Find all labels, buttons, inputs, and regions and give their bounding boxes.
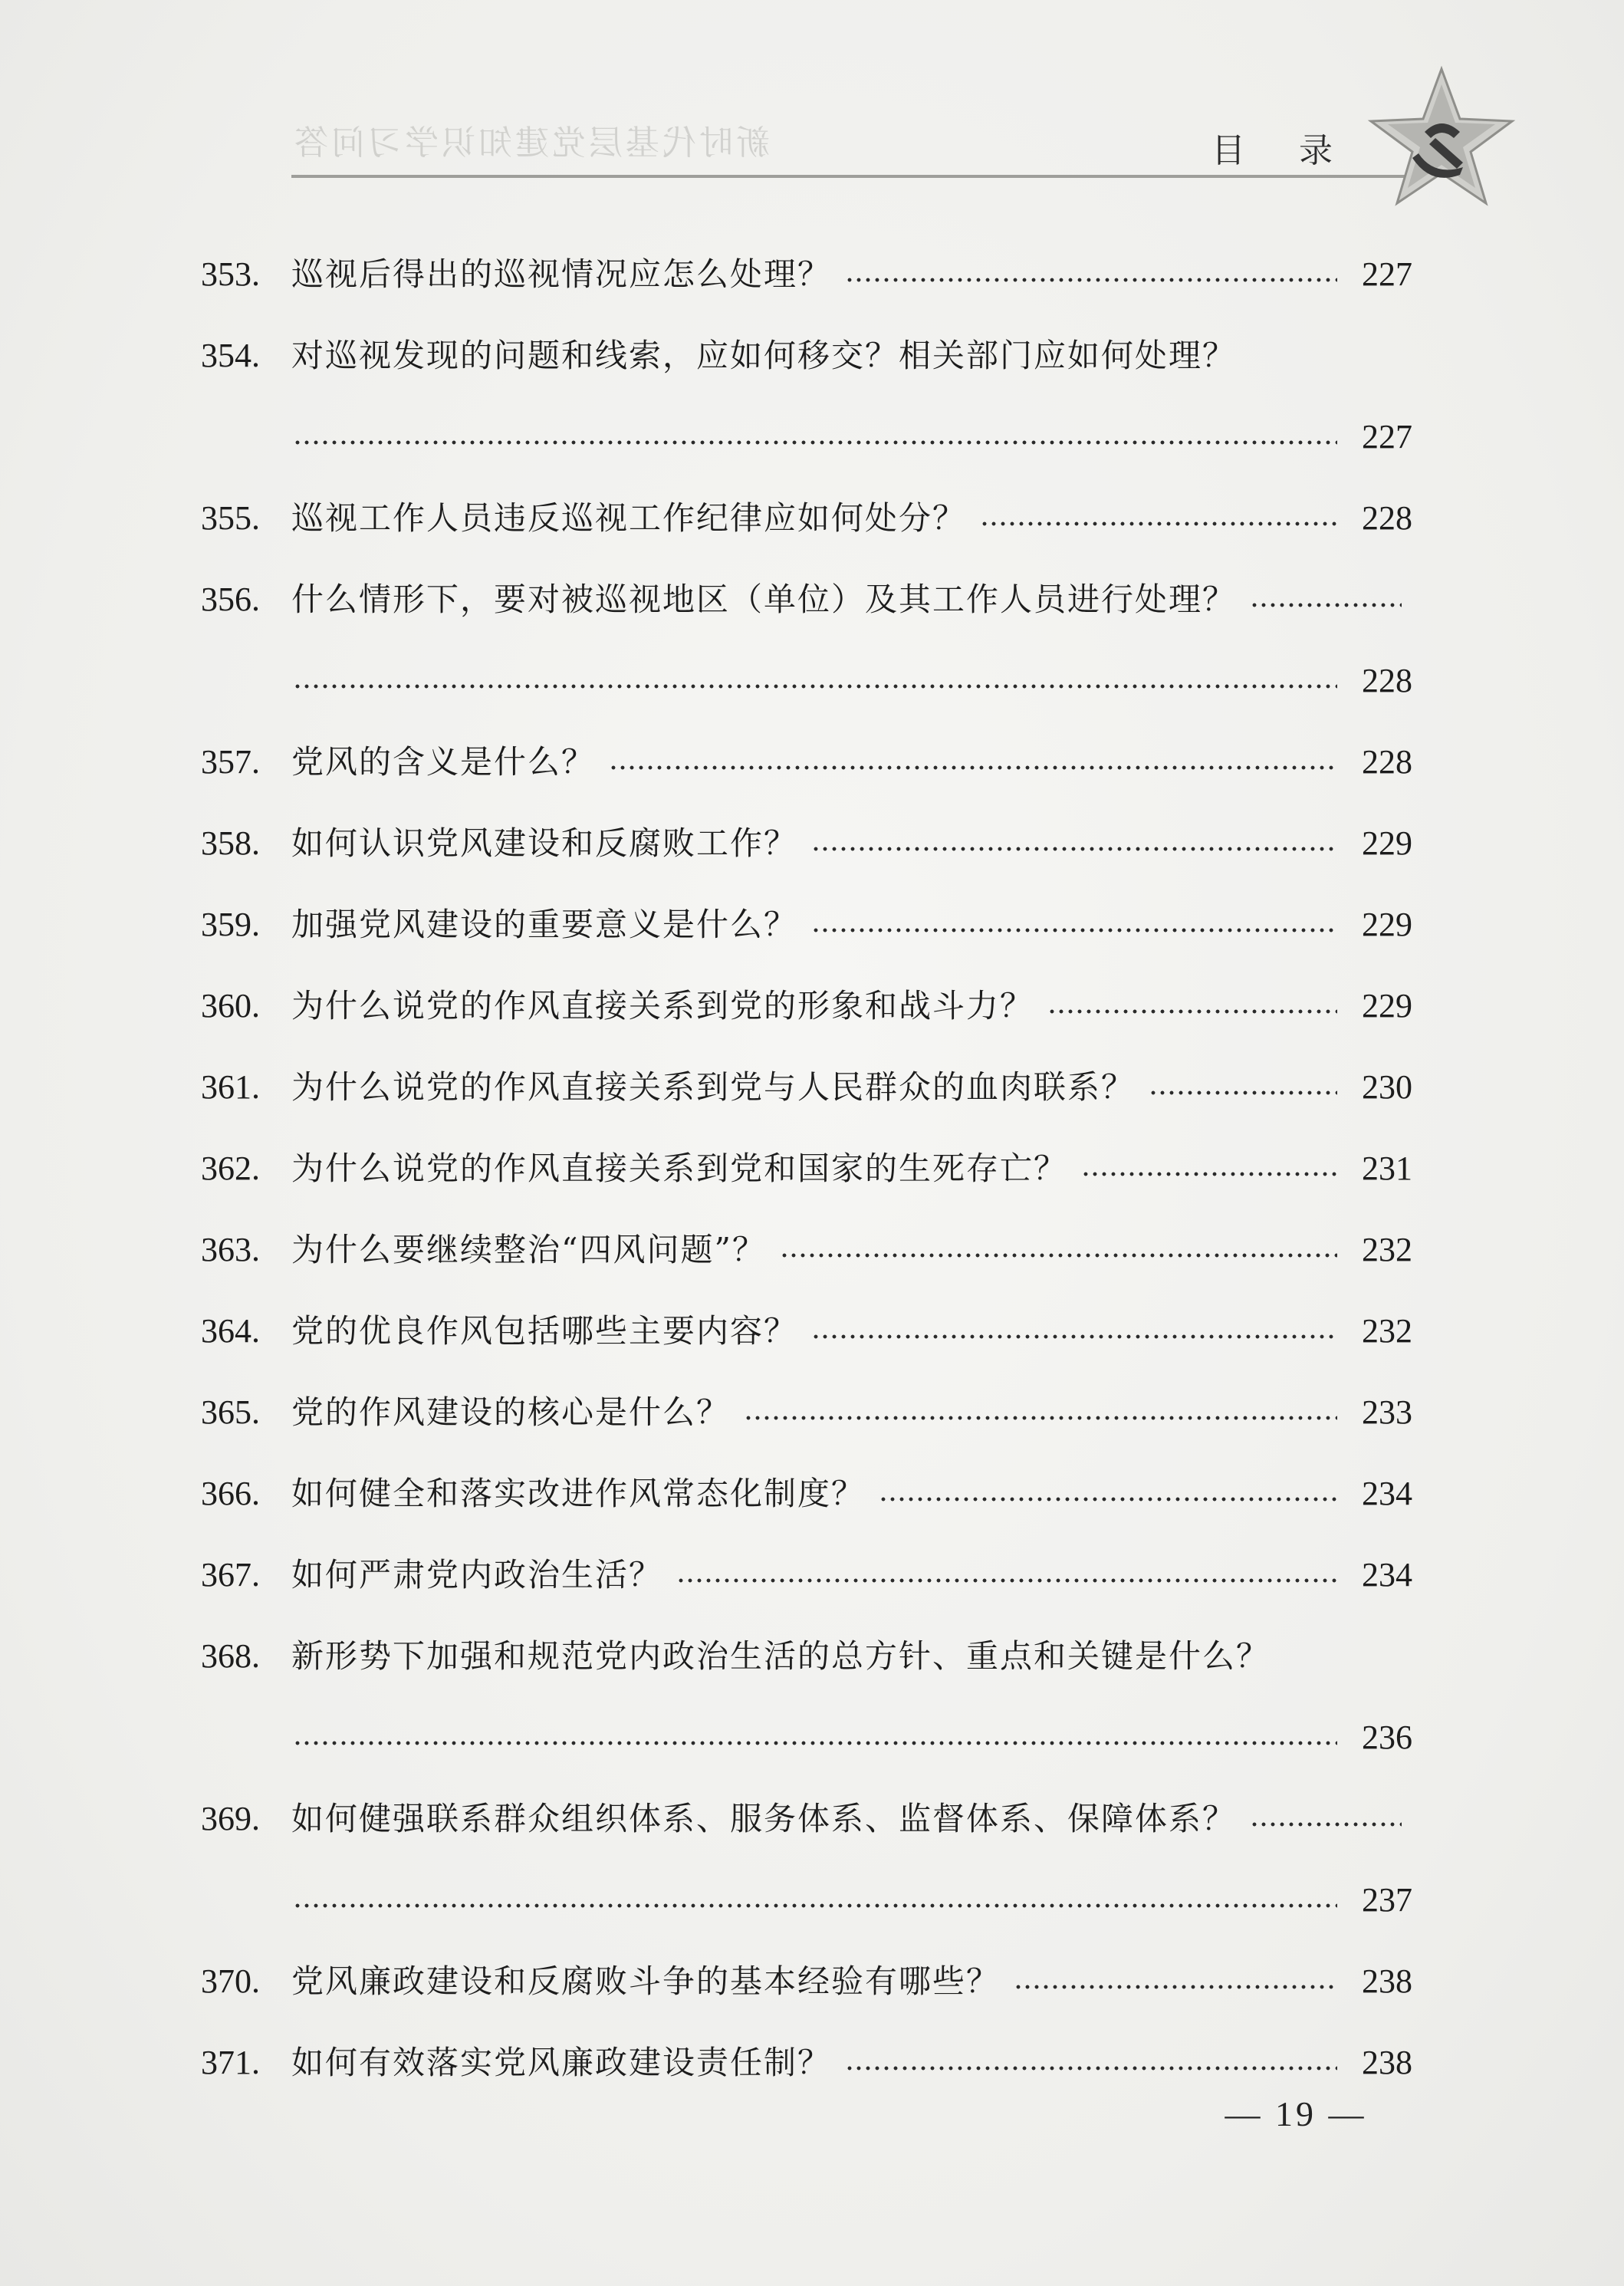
entry-number: 354. (201, 337, 260, 374)
toc-entry[interactable] (201, 1788, 1412, 1842)
toc-entry[interactable] (201, 1951, 1412, 2005)
dot-leader (1047, 1006, 1337, 1017)
entry-number: 363. (201, 1231, 260, 1268)
toc-entry[interactable] (201, 1219, 1412, 1273)
entry-page: 228 (1362, 499, 1412, 537)
entry-title: 为什么要继续整治“四风问题”？ (291, 1231, 766, 1268)
dot-leader (1014, 1982, 1337, 1992)
entry-title: 对巡视发现的问题和线索，应如何移交？相关部门应如何处理？ (291, 337, 1237, 374)
toc-entry[interactable] (201, 2032, 1412, 2086)
toc-entry[interactable] (201, 1382, 1412, 1436)
entry-number: 371. (201, 2044, 260, 2081)
entry-page: 228 (1362, 743, 1412, 781)
entry-page: 229 (1362, 987, 1412, 1025)
entry-page: 227 (1362, 255, 1412, 293)
entry-title: 为什么说党的作风直接关系到党的形象和战斗力？ (291, 987, 1034, 1025)
entry-title: 如何健强联系群众组织体系、服务体系、监督体系、保障体系？ (291, 1800, 1237, 1837)
dot-leader (293, 1738, 1337, 1748)
section-title: 目 录 (1211, 131, 1334, 170)
entry-number: 366. (201, 1475, 260, 1512)
dot-leader (1149, 1087, 1337, 1098)
entry-title: 党的作风建设的核心是什么？ (291, 1393, 731, 1431)
entry-title: 为什么说党的作风直接关系到党和国家的生死存亡？ (291, 1150, 1068, 1187)
dot-leader (293, 1900, 1337, 1911)
entry-page: 237 (1362, 1881, 1412, 1919)
toc-entry[interactable] (201, 1057, 1412, 1110)
dot-leader (811, 844, 1337, 854)
toc-entry-continuation (293, 650, 1412, 704)
entry-page: 230 (1362, 1068, 1412, 1106)
entry-number: 362. (201, 1150, 260, 1187)
entry-page: 232 (1362, 1231, 1412, 1268)
entry-number: 356. (201, 581, 260, 618)
entry-number: 365. (201, 1393, 260, 1431)
dot-leader (609, 762, 1337, 773)
toc-entry[interactable] (201, 975, 1412, 1029)
entry-title: 什么情形下，要对被巡视地区（单位）及其工作人员进行处理？ (291, 581, 1237, 618)
entry-title: 党风的含义是什么？ (291, 743, 596, 781)
entry-title: 为什么说党的作风直接关系到党与人民群众的血肉联系？ (291, 1068, 1136, 1106)
entry-title: 巡视工作人员违反巡视工作纪律应如何处分？ (291, 499, 967, 537)
toc-entry[interactable] (201, 1138, 1412, 1192)
dot-leader (293, 437, 1337, 448)
toc-entry[interactable] (201, 1463, 1412, 1517)
entry-title: 如何健全和落实改进作风常态化制度？ (291, 1475, 866, 1512)
toc-entry[interactable] (201, 1301, 1412, 1354)
entry-title: 巡视后得出的巡视情况应怎么处理？ (291, 255, 832, 293)
toc-entry-continuation (293, 406, 1412, 460)
entry-title: 新形势下加强和规范党内政治生活的总方针、重点和关键是什么？ (291, 1637, 1271, 1675)
toc-entry[interactable] (201, 569, 1412, 623)
toc-entry[interactable] (201, 1626, 1412, 1679)
entry-page: 238 (1362, 2044, 1412, 2081)
toc-entry[interactable] (201, 1544, 1412, 1598)
entry-title: 党的优良作风包括哪些主要内容？ (291, 1312, 798, 1350)
entry-page: 233 (1362, 1393, 1412, 1431)
entry-number: 357. (201, 743, 260, 781)
entry-title: 如何认识党风建设和反腐败工作？ (291, 824, 798, 862)
entry-page: 229 (1362, 824, 1412, 862)
dot-leader (1250, 1819, 1402, 1830)
entry-title: 如何有效落实党风廉政建设责任制？ (291, 2044, 832, 2081)
entry-number: 353. (201, 255, 260, 293)
page-number: — 19 — (1225, 2094, 1367, 2133)
dot-leader (780, 1250, 1337, 1261)
entry-page: 231 (1362, 1150, 1412, 1187)
entry-number: 361. (201, 1068, 260, 1106)
toc-entry-continuation (293, 1707, 1412, 1761)
dot-leader (1250, 600, 1402, 610)
entry-page: 227 (1362, 418, 1412, 456)
entry-page: 234 (1362, 1556, 1412, 1594)
toc-entry[interactable] (201, 325, 1412, 379)
entry-number: 367. (201, 1556, 260, 1594)
entry-title: 加强党风建设的重要意义是什么？ (291, 906, 798, 943)
entry-number: 359. (201, 906, 260, 943)
toc-entry[interactable] (201, 732, 1412, 785)
dot-leader (1081, 1169, 1337, 1179)
dot-leader (293, 681, 1337, 692)
toc-entry-continuation (293, 1870, 1412, 1923)
entry-number: 360. (201, 987, 260, 1025)
entry-page: 232 (1362, 1312, 1412, 1350)
entry-page: 229 (1362, 906, 1412, 943)
dot-leader (980, 518, 1337, 529)
toc-entry[interactable] (201, 813, 1412, 867)
entry-number: 364. (201, 1312, 260, 1350)
dot-leader (845, 275, 1337, 285)
entry-number: 369. (201, 1800, 260, 1837)
dot-leader (879, 1494, 1337, 1505)
entry-number: 368. (201, 1637, 260, 1675)
entry-number: 355. (201, 499, 260, 537)
dot-leader (845, 2063, 1337, 2074)
header-running-title: 新时代基层党建知识学习问答 (291, 123, 770, 163)
entry-page: 236 (1362, 1719, 1412, 1756)
dot-leader (676, 1575, 1337, 1586)
toc-entry[interactable] (201, 488, 1412, 541)
entry-page: 228 (1362, 662, 1412, 699)
dot-leader (811, 1331, 1337, 1342)
toc-entry[interactable] (201, 244, 1412, 298)
toc-entry[interactable] (201, 894, 1412, 948)
entry-number: 358. (201, 824, 260, 862)
entry-title: 如何严肃党内政治生活？ (291, 1556, 663, 1594)
entry-page: 234 (1362, 1475, 1412, 1512)
dot-leader (811, 925, 1337, 936)
dot-leader (744, 1413, 1337, 1423)
entry-title: 党风廉政建设和反腐败斗争的基本经验有哪些？ (291, 1962, 1001, 2000)
entry-page: 238 (1362, 1962, 1412, 2000)
entry-number: 370. (201, 1962, 260, 2000)
